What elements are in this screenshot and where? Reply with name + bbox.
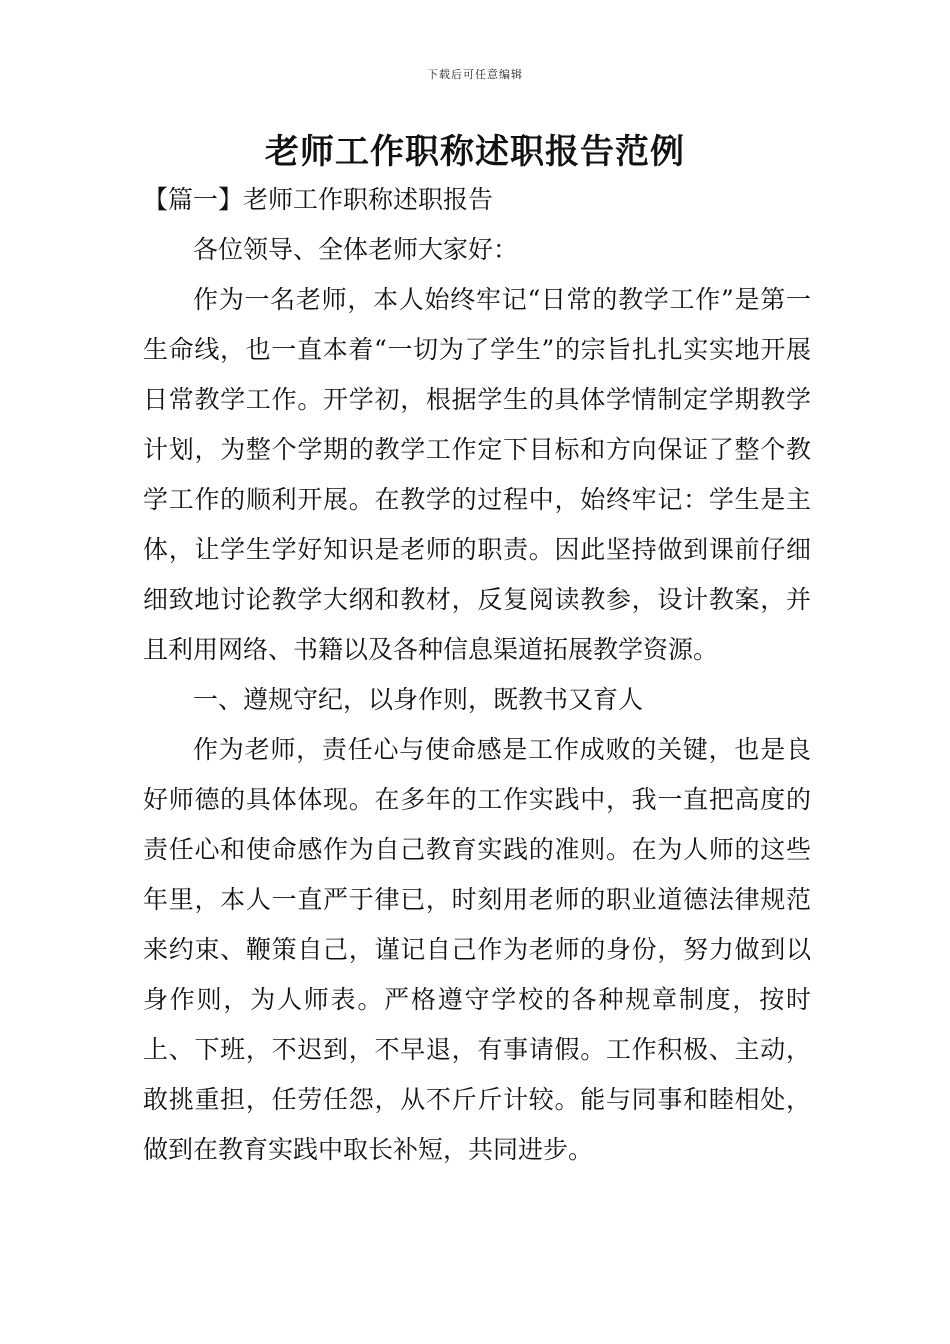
greeting-paragraph: 各位领导、全体老师大家好： xyxy=(193,235,519,264)
body-paragraph: 作为一名老师，本人始终牢记“日常的教学工作”是第一生命线，也一直本着“一切为了学生”的宗旨扎扎实实地开展日常教学工作。开学初，根据学生的具体学情制定学期教学计划，为整个学期的教学工作定下目标和方向保证了整个教学工作的顺利开展。在教学的过程中，始终牢记：学生是主体，让学生学好知识是老师的职责。因此坚持做到课前仔细细致地讨论教学大纲和教材，反复阅读教参，设计教案，并且利用网络、书籍以及各种信息渠道拓展教学资源。 xyxy=(143,285,811,664)
document-title: 老师工作职称述职报告范例 xyxy=(265,132,685,172)
header-note: 下载后可任意编辑 xyxy=(427,68,523,81)
section-heading: 【篇一】老师工作职称述职报告 xyxy=(143,185,494,214)
subsection-heading: 一、遵规守纪，以身作则，既教书又育人 xyxy=(193,685,644,714)
body-paragraph: 作为老师，责任心与使命感是工作成败的关键，也是良好师德的具体体现。在多年的工作实践中，我一直把高度的责任心和使命感作为自己教育实践的准则。在为人师的这些年里，本人一直严于律已，时刻用老师的职业道德法律规范来约束、鞭策自己，谨记自己作为老师的身份，努力做到以身作则，为人师表。严格遵守学校的各种规章制度，按时上、下班，不迟到，不早退，有事请假。工作积极、主动，敢挑重担，任劳任怨，从不斤斤计较。能与同事和睦相处，做到在教育实践中取长补短，共同进步。 xyxy=(143,735,811,1164)
document-body xyxy=(143,175,811,1175)
